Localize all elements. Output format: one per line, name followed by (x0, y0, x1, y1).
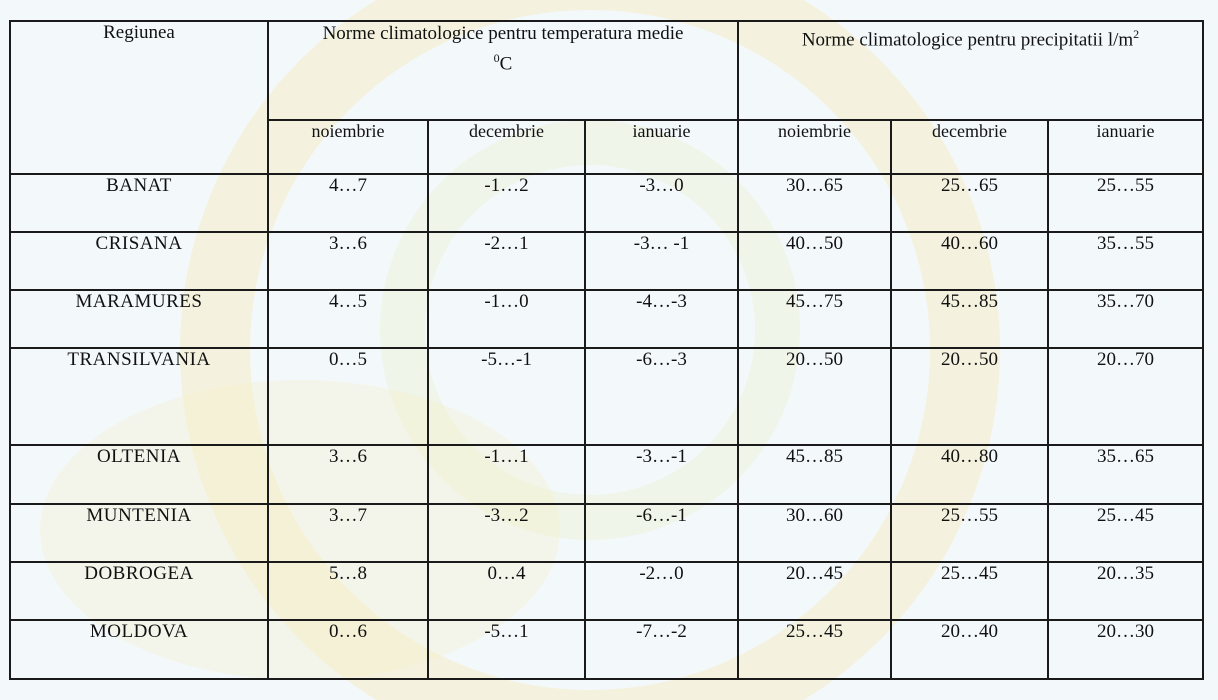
month-cell: noiembrie (268, 120, 428, 174)
table-row (10, 504, 1203, 562)
value-cell: -6…-1 (585, 504, 738, 562)
value-cell: 45…75 (738, 290, 891, 348)
value-cell: -3… -1 (585, 232, 738, 290)
value-cell: 30…65 (738, 174, 891, 232)
region-cell: MARAMURES (10, 290, 268, 348)
value-cell: 4…5 (268, 290, 428, 348)
value-cell: 3…6 (268, 445, 428, 504)
table-row (10, 174, 1203, 232)
month-cell: decembrie (891, 120, 1048, 174)
month-cell: ianuarie (585, 120, 738, 174)
value-cell: -1…0 (428, 290, 585, 348)
value-cell: -4…-3 (585, 290, 738, 348)
value-cell: 45…85 (891, 290, 1048, 348)
table-row (10, 290, 1203, 348)
value-cell: 5…8 (268, 562, 428, 620)
table-row (10, 562, 1203, 620)
region-cell: MUNTENIA (10, 504, 268, 562)
region-cell: BANAT (10, 174, 268, 232)
month-cell: ianuarie (1048, 120, 1203, 174)
value-cell: 20…50 (891, 348, 1048, 445)
value-cell: -1…2 (428, 174, 585, 232)
value-cell: -1…1 (428, 445, 585, 504)
region-cell: TRANSILVANIA (10, 348, 268, 445)
value-cell: 20…35 (1048, 562, 1203, 620)
value-cell: 25…55 (891, 504, 1048, 562)
table-header-row (10, 21, 1203, 120)
climate-norms-table (9, 20, 1204, 680)
value-cell: -3…2 (428, 504, 585, 562)
value-cell: 20…45 (738, 562, 891, 620)
table-row (10, 620, 1203, 679)
table-row (10, 445, 1203, 504)
value-cell: 0…5 (268, 348, 428, 445)
value-cell: 25…45 (738, 620, 891, 679)
region-cell: CRISANA (10, 232, 268, 290)
value-cell: 40…80 (891, 445, 1048, 504)
value-cell: -6…-3 (585, 348, 738, 445)
value-cell: 35…70 (1048, 290, 1203, 348)
value-cell: 35…65 (1048, 445, 1203, 504)
value-cell: 25…45 (1048, 504, 1203, 562)
value-cell: 0…4 (428, 562, 585, 620)
value-cell: 45…85 (738, 445, 891, 504)
value-cell: 25…65 (891, 174, 1048, 232)
value-cell: 25…55 (1048, 174, 1203, 232)
value-cell: -3…-1 (585, 445, 738, 504)
header-temperature-unit: $^0$C (493, 51, 513, 75)
value-cell: 35…55 (1048, 232, 1203, 290)
header-temperature-title: Norme climatologice pentru temperatura medie (322, 23, 684, 44)
header-region (10, 21, 268, 174)
value-cell: -3…0 (585, 174, 738, 232)
value-cell: 25…45 (891, 562, 1048, 620)
value-cell: 20…40 (891, 620, 1048, 679)
value-cell: 0…6 (268, 620, 428, 679)
value-cell: 20…50 (738, 348, 891, 445)
value-cell: 4…7 (268, 174, 428, 232)
header-precipitation-title: Norme climatologice pentru precipitatii $l/m^2$ (801, 27, 1140, 51)
month-cell: decembrie (428, 120, 585, 174)
region-cell: MOLDOVA (10, 620, 268, 679)
value-cell: 30…60 (738, 504, 891, 562)
month-cell: noiembrie (738, 120, 891, 174)
value-cell: -7…-2 (585, 620, 738, 679)
table-row (10, 232, 1203, 290)
value-cell: 3…7 (268, 504, 428, 562)
value-cell: 3…6 (268, 232, 428, 290)
value-cell: -2…0 (585, 562, 738, 620)
table-row (10, 348, 1203, 445)
region-cell: DOBROGEA (10, 562, 268, 620)
header-precipitation-group (738, 21, 1203, 120)
value-cell: 20…30 (1048, 620, 1203, 679)
value-cell: -2…1 (428, 232, 585, 290)
region-cell: OLTENIA (10, 445, 268, 504)
value-cell: -5…1 (428, 620, 585, 679)
value-cell: 40…50 (738, 232, 891, 290)
value-cell: 40…60 (891, 232, 1048, 290)
value-cell: 20…70 (1048, 348, 1203, 445)
header-temperature-group (268, 21, 738, 120)
value-cell: -5…-1 (428, 348, 585, 445)
header-region-label: Regiunea (103, 22, 175, 43)
